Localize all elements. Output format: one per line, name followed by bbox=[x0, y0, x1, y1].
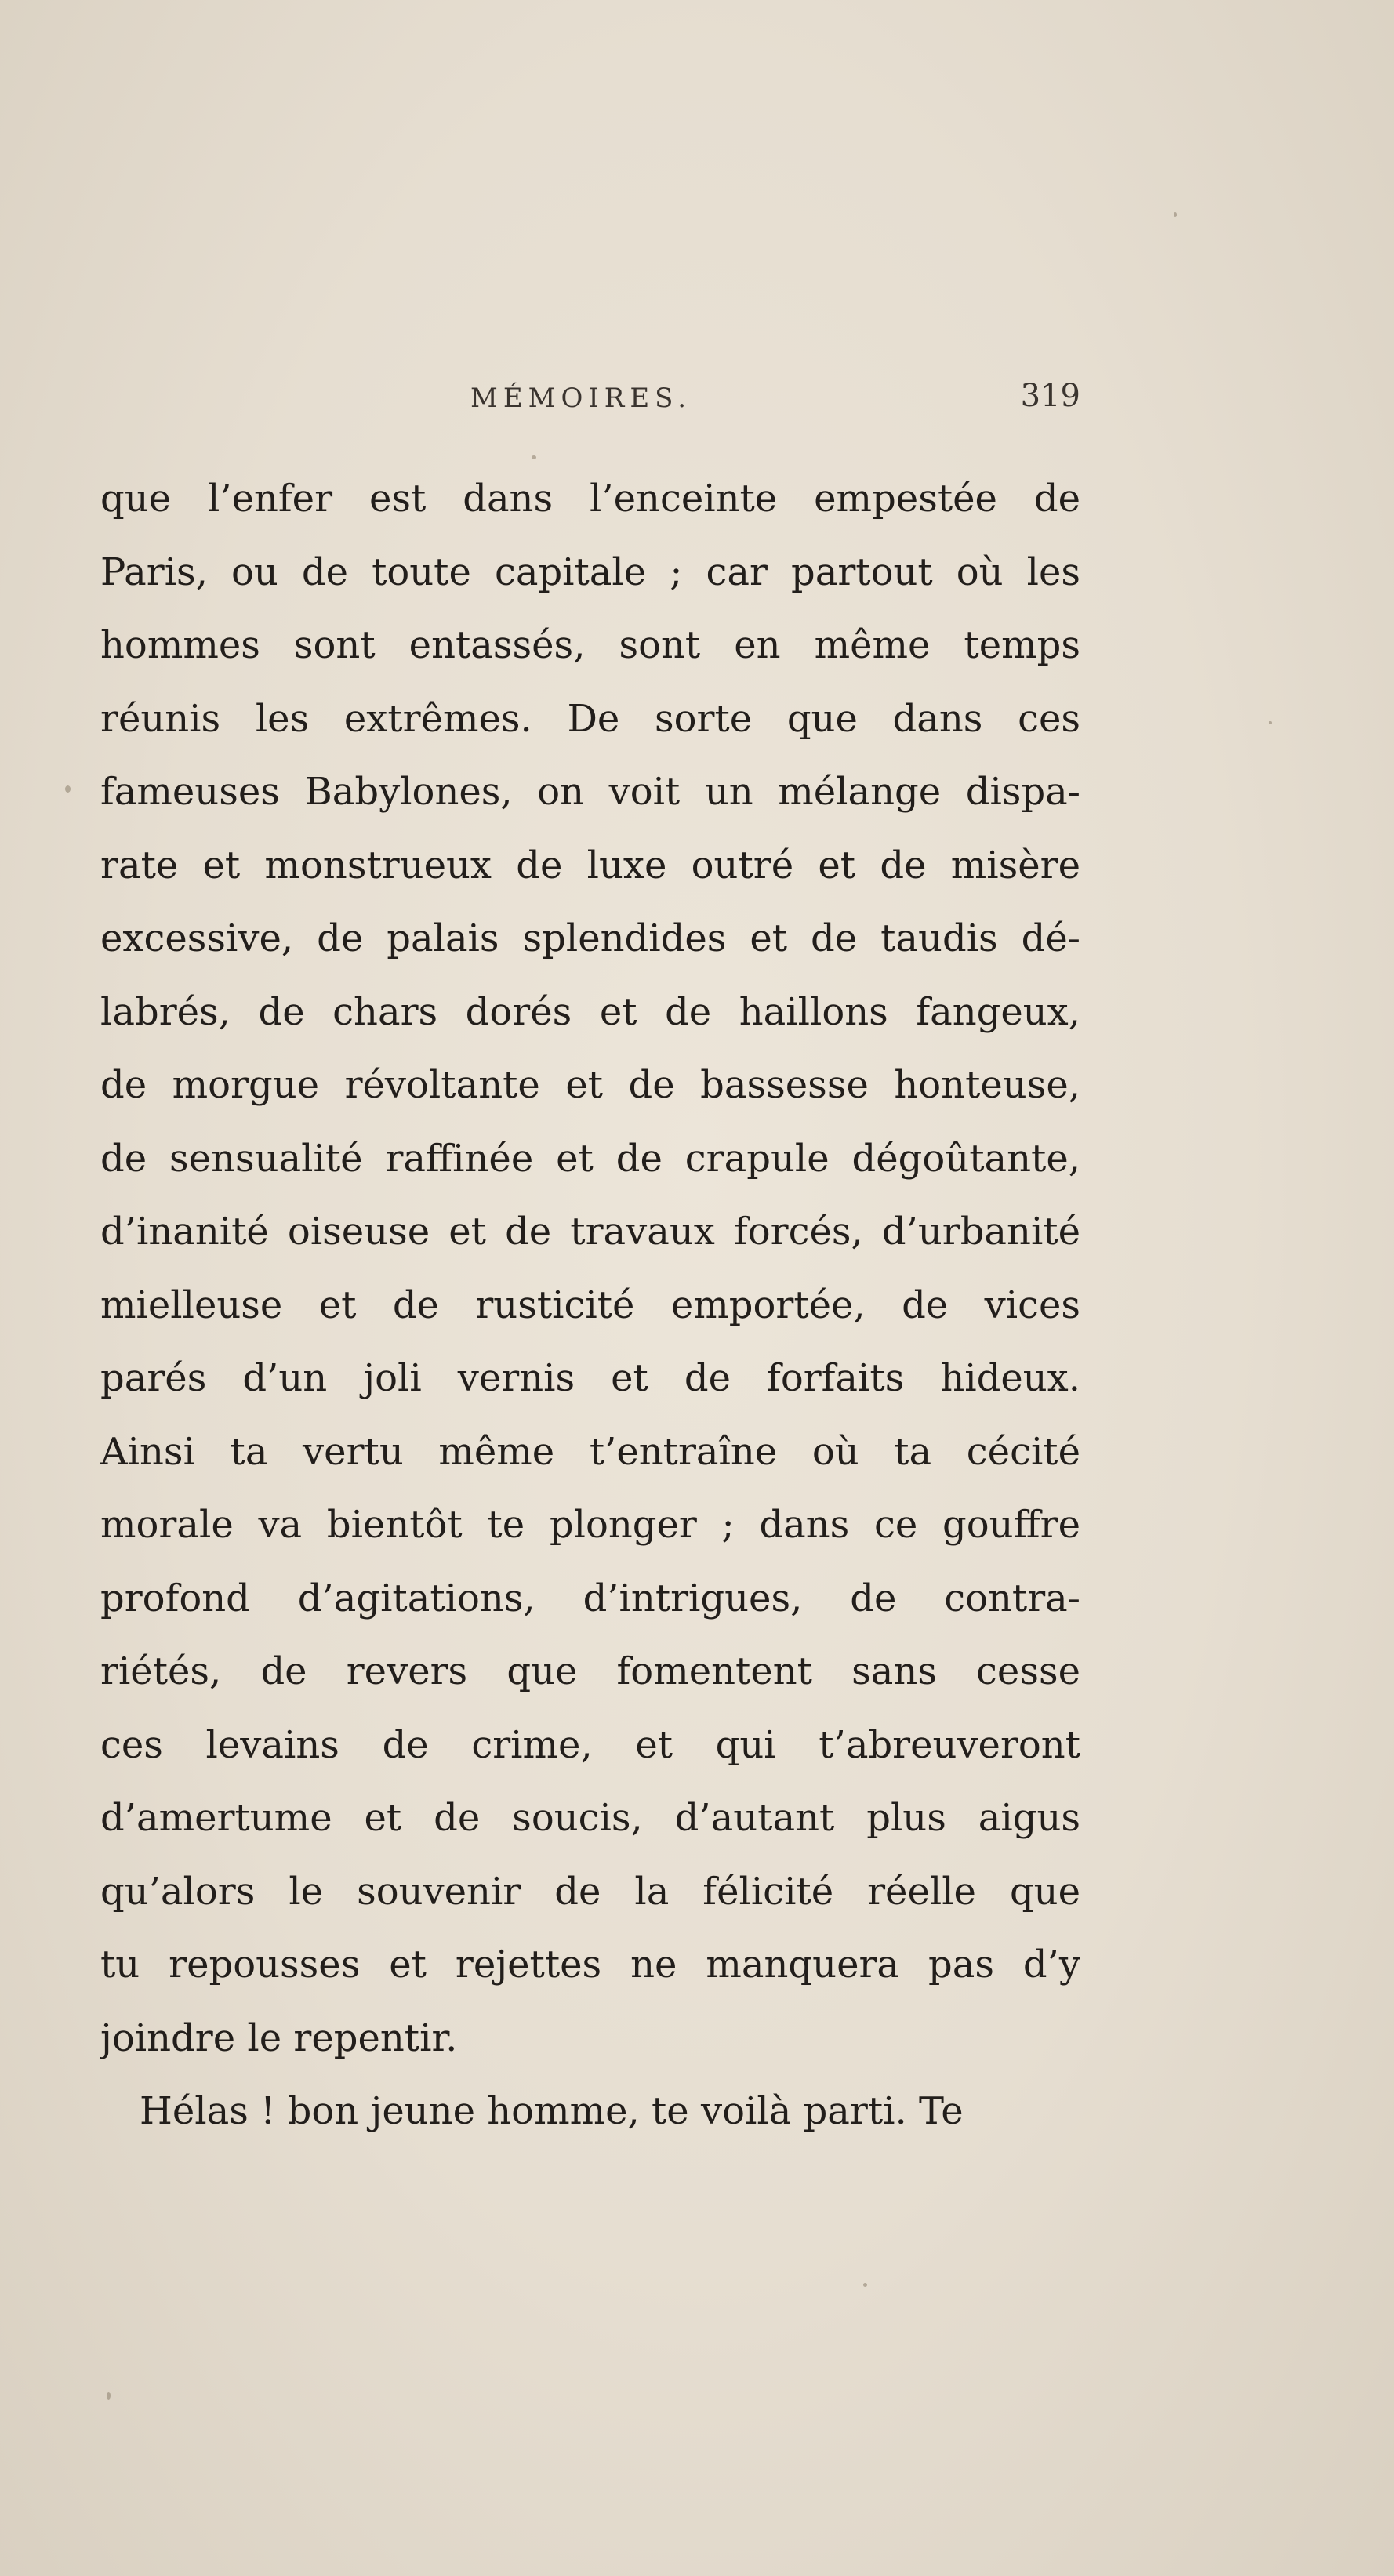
paper-speck bbox=[532, 455, 536, 459]
text-line: parés d’un joli vernis et de forfaits hideux. bbox=[100, 1356, 1080, 1400]
page-header bbox=[470, 375, 1080, 422]
text-line: mielleuse et de rusticité emportée, de vices bbox=[100, 1283, 1080, 1327]
text-line: rate et monstrueux de luxe outré et de misère bbox=[100, 843, 1080, 887]
text-line: de sensualité raffinée et de crapule dégoûtante, bbox=[100, 1136, 1080, 1181]
text-line: que l’enfer est dans l’enceinte empestée de bbox=[100, 477, 1080, 521]
text-line: réunis les extrêmes. De sorte que dans ces bbox=[100, 696, 1080, 741]
text-line: profond d’agitations, d’intrigues, de contra- bbox=[100, 1576, 1080, 1620]
paper-speck bbox=[107, 2392, 111, 2400]
paragraph-end-line: joindre le repentir. bbox=[100, 2015, 458, 2060]
page-number: 319 bbox=[1020, 378, 1080, 414]
body-text bbox=[100, 463, 1080, 2149]
text-line: qu’alors le souvenir de la félicité réelle que bbox=[100, 1869, 1080, 1914]
paper-speck bbox=[65, 785, 71, 793]
text-line: fameuses Babylones, on voit un mélange dispa- bbox=[100, 770, 1080, 814]
text-line: Ainsi ta vertu même t’entraîne où ta cécité bbox=[100, 1429, 1080, 1474]
running-head: MÉMOIRES. bbox=[470, 383, 692, 414]
paper-speck bbox=[1269, 721, 1272, 724]
text-line: hommes sont entassés, sont en même temps bbox=[100, 623, 1080, 667]
text-line: riétés, de revers que fomentent sans cesse bbox=[100, 1649, 1080, 1693]
text-line: ces levains de crime, et qui t’abreuveront bbox=[100, 1722, 1080, 1767]
text-line: d’amertume et de soucis, d’autant plus aigus bbox=[100, 1796, 1080, 1840]
paper-speck bbox=[863, 2283, 867, 2287]
paragraph-start-line: Hélas ! bon jeune homme, te voilà parti. Te bbox=[140, 2089, 964, 2133]
text-line: morale va bientôt te plonger ; dans ce gouffre bbox=[100, 1503, 1080, 1547]
text-line: tu repousses et rejettes ne manquera pas d’y bbox=[100, 1943, 1080, 1986]
text-line: Paris, ou de toute capitale ; car partout où les bbox=[100, 550, 1080, 594]
text-line: excessive, de palais splendides et de taudis dé- bbox=[100, 916, 1080, 960]
text-line: d’inanité oiseuse et de travaux forcés, d’urbanité bbox=[100, 1210, 1080, 1254]
text-line: labrés, de chars dorés et de haillons fangeux, bbox=[100, 989, 1080, 1034]
text-line: de morgue révoltante et de bassesse honteuse, bbox=[100, 1063, 1080, 1107]
paper-speck bbox=[1174, 212, 1177, 217]
